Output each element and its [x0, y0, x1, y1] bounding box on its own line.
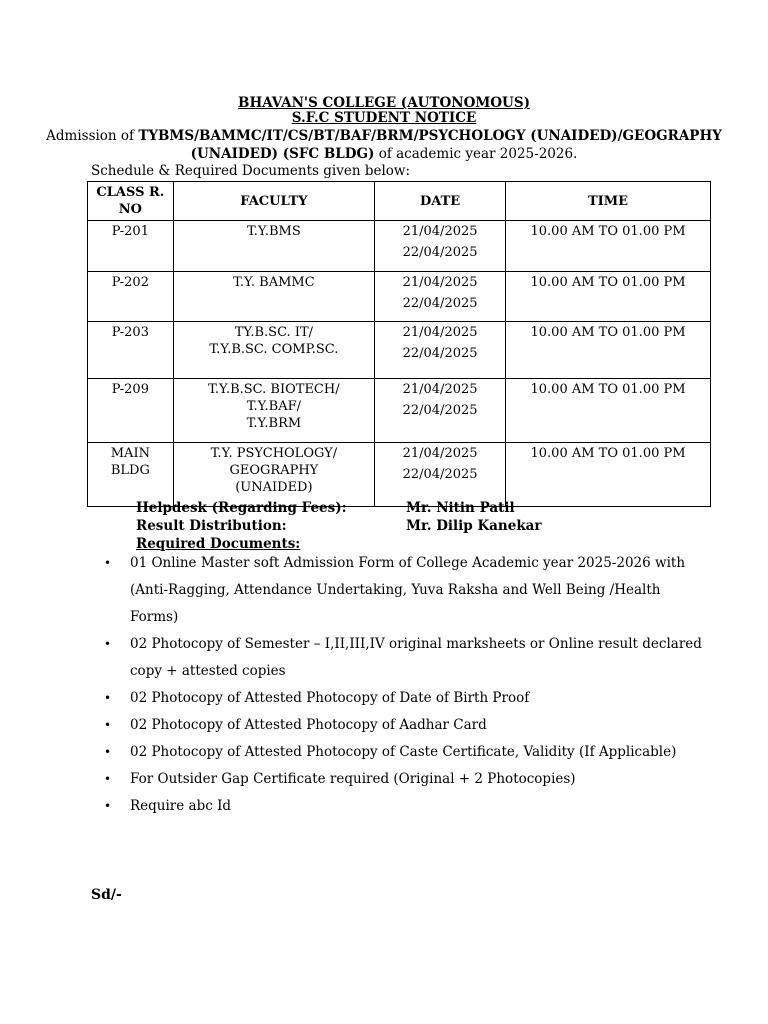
table-row — [88, 221, 711, 272]
faculty-cell: T.Y.BMS — [173, 221, 374, 272]
faculty-cell: TY.B.SC. IT/ T.Y.B.SC. COMP.SC. — [173, 322, 374, 379]
table-row — [88, 322, 711, 379]
time-cell: 10.00 AM TO 01.00 PM — [506, 322, 711, 379]
room-cell: P-202 — [88, 272, 174, 322]
admission-suffix: of academic year 2025-2026. — [374, 146, 578, 162]
room-cell: MAIN BLDG — [88, 443, 174, 507]
notice-title: S.F.C STUDENT NOTICE — [291, 110, 477, 126]
header-class-no: CLASS R. NO — [88, 182, 174, 221]
time-cell: 10.00 AM TO 01.00 PM — [506, 379, 711, 443]
bullet-icon: • — [104, 637, 112, 651]
college-title: BHAVAN'S COLLEGE (AUTONOMOUS) — [238, 95, 530, 111]
bullet-icon: • — [104, 745, 112, 759]
list-item: • 02 Photocopy of Attested Photocopy of Date of Birth Proof — [104, 685, 704, 712]
list-item: • For Outsider Gap Certificate required (Original + 2 Photocopies) — [104, 766, 704, 793]
room-cell: P-209 — [88, 379, 174, 443]
date-cell: 21/04/2025 22/04/2025 — [375, 272, 506, 322]
list-item: • Require abc Id — [104, 793, 704, 820]
schedule-intro: Schedule & Required Documents given below: — [91, 163, 410, 179]
schedule-table — [87, 181, 711, 507]
bullet-icon: • — [104, 718, 112, 732]
bullet-icon: • — [104, 799, 112, 813]
list-item: • 02 Photocopy of Attested Photocopy of Aadhar Card — [104, 712, 704, 739]
time-cell: 10.00 AM TO 01.00 PM — [506, 221, 711, 272]
required-documents-list — [104, 550, 704, 820]
admission-courses: TYBMS/BAMMC/IT/CS/BT/BAF/BRM/PSYCHOLOGY (UNAIDED)/GEOGRAPHY — [138, 128, 722, 144]
result-distribution-label: Result Distribution: — [136, 518, 287, 534]
bullet-icon: • — [104, 691, 112, 705]
table-row — [88, 272, 711, 322]
helpdesk-label: Helpdesk (Regarding Fees): — [136, 500, 347, 516]
table-row — [88, 443, 711, 507]
header-faculty: FACULTY — [173, 182, 374, 221]
faculty-cell: T.Y. BAMMC — [173, 272, 374, 322]
list-item: • 01 Online Master soft Admission Form of College Academic year 2025-2026 with (Anti-Ragging, Attendance Undertaking, Yuva Raksha and Well Being /Health Forms) — [104, 550, 704, 631]
header-time: TIME — [506, 182, 711, 221]
date-cell: 21/04/2025 22/04/2025 — [375, 322, 506, 379]
date-cell: 21/04/2025 22/04/2025 — [375, 379, 506, 443]
bullet-icon: • — [104, 556, 112, 570]
admission-line-2 — [0, 145, 768, 163]
time-cell: 10.00 AM TO 01.00 PM — [506, 272, 711, 322]
table-row — [88, 379, 711, 443]
time-cell: 10.00 AM TO 01.00 PM — [506, 443, 711, 507]
date-cell: 21/04/2025 22/04/2025 — [375, 221, 506, 272]
list-item: • 02 Photocopy of Semester – I,II,III,IV original marksheets or Online result declared copy + attested copies — [104, 631, 704, 685]
required-documents-heading: Required Documents: — [136, 536, 301, 552]
bullet-icon: • — [104, 772, 112, 786]
signature: Sd/- — [91, 887, 122, 903]
list-item: • 02 Photocopy of Attested Photocopy of Caste Certificate, Validity (If Applicable) — [104, 739, 704, 766]
result-distribution-name: Mr. Dilip Kanekar — [406, 518, 542, 534]
helpdesk-name: Mr. Nitin Patil — [406, 500, 515, 516]
admission-courses-cont: (UNAIDED) (SFC BLDG) — [190, 146, 375, 162]
header-date: DATE — [375, 182, 506, 221]
table-header-row — [88, 182, 711, 221]
admission-line-1 — [0, 127, 768, 145]
room-cell: P-201 — [88, 221, 174, 272]
faculty-cell: T.Y. PSYCHOLOGY/ GEOGRAPHY (UNAIDED) — [173, 443, 374, 507]
room-cell: P-203 — [88, 322, 174, 379]
admission-prefix: Admission of — [46, 128, 139, 144]
date-cell: 21/04/2025 22/04/2025 — [375, 443, 506, 507]
faculty-cell: T.Y.B.SC. BIOTECH/ T.Y.BAF/ T.Y.BRM — [173, 379, 374, 443]
